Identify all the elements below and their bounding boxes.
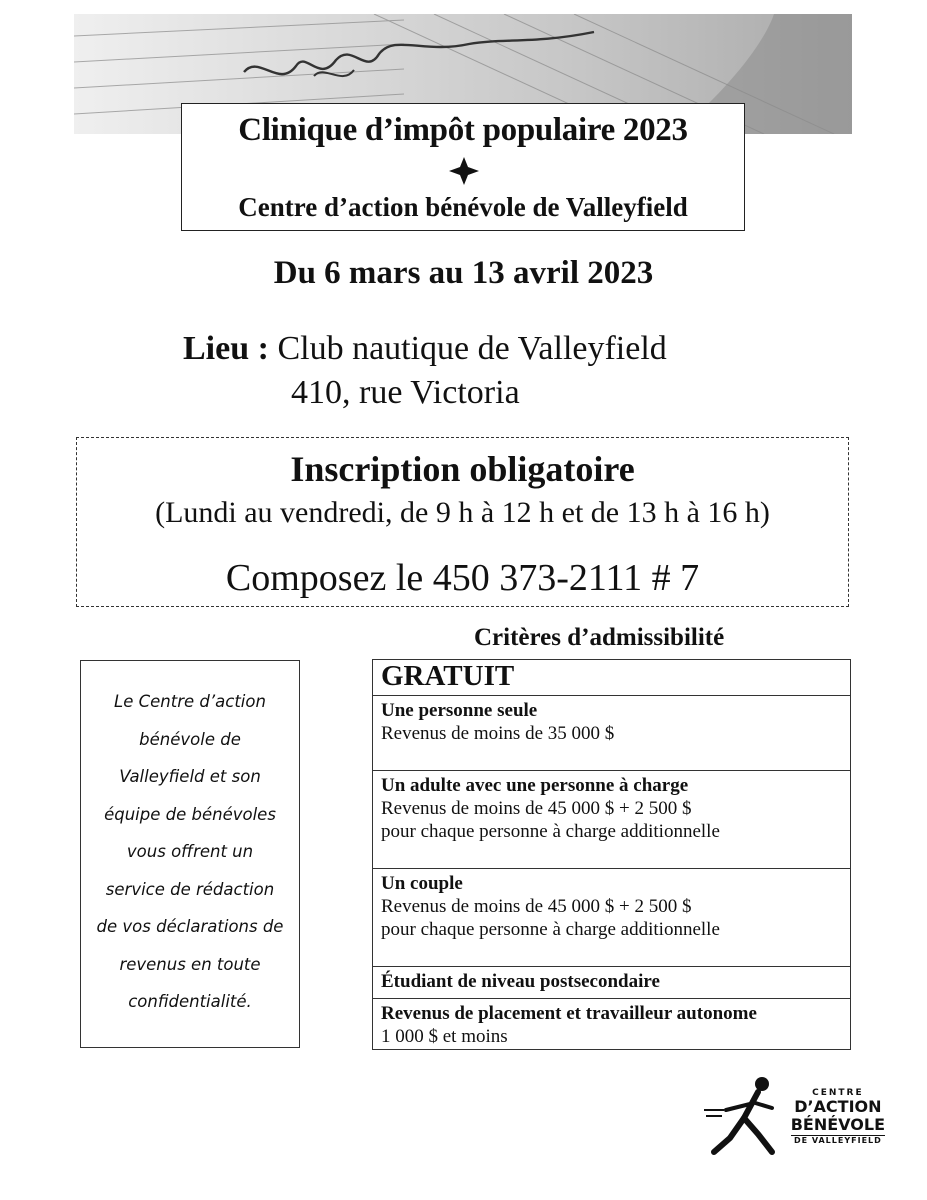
criteria-heading: Critères d’admissibilité xyxy=(474,624,725,651)
criteria-row-title: Un adulte avec une personne à charge xyxy=(381,775,689,796)
criteria-row-text: Revenus de moins de 45 000 $ + 2 500 $ xyxy=(381,896,692,917)
description-line: revenus en toute xyxy=(119,954,261,974)
criteria-table xyxy=(372,659,851,1050)
logo-centre: CENTRE xyxy=(812,1088,864,1098)
date-range: Du 6 mars au 13 avril 2023 xyxy=(273,255,654,291)
logo-daction: D’ACTION xyxy=(794,1097,882,1116)
description-line: Valleyfield et son xyxy=(119,767,261,786)
registration-box xyxy=(76,437,849,607)
description-line: service de rédaction xyxy=(105,879,275,899)
criteria-free-label-row xyxy=(373,660,850,695)
description-line: confidentialité. xyxy=(128,992,252,1011)
criteria-row-text: pour chaque personne à charge additionnelle xyxy=(381,919,720,940)
location-block xyxy=(183,327,667,415)
logo-valleyfield: DE VALLEYFIELD xyxy=(791,1135,885,1145)
organization-subtitle: Centre d’action bénévole de Valleyfield xyxy=(238,192,688,222)
title-box xyxy=(181,103,745,231)
criteria-row-text: 1 000 $ et moins xyxy=(381,1026,508,1047)
location-line2: 410, rue Victoria xyxy=(291,374,520,411)
criteria-row-title: Un couple xyxy=(381,873,463,894)
criteria-row-text: pour chaque personne à charge additionnelle xyxy=(381,821,720,842)
description-lines xyxy=(81,683,299,1021)
page-title: Clinique d’impôt populaire 2023 xyxy=(238,112,688,148)
description-line: de vos déclarations de xyxy=(96,917,284,936)
criteria-row-text: Revenus de moins de 45 000 $ + 2 500 $ xyxy=(381,798,692,819)
running-figure-icon xyxy=(700,1070,790,1160)
logo-text xyxy=(791,1070,885,1145)
criteria-row xyxy=(373,966,850,998)
description-line: bénévole de xyxy=(139,729,241,749)
criteria-row xyxy=(373,695,850,770)
criteria-row xyxy=(373,868,850,966)
registration-hours: (Lundi au vendredi, de 9 h à 12 h et de 13 h à 16 h) xyxy=(155,496,770,529)
criteria-row xyxy=(373,770,850,868)
criteria-row-title: Une personne seule xyxy=(381,700,538,721)
criteria-row-title: Étudiant de niveau postsecondaire xyxy=(381,971,660,992)
description-line: Le Centre d’action xyxy=(114,692,266,711)
free-label: GRATUIT xyxy=(381,660,515,692)
registration-title: Inscription obligatoire xyxy=(290,449,635,489)
description-box xyxy=(80,660,300,1048)
criteria-row xyxy=(373,998,850,1051)
organization-logo xyxy=(700,1070,885,1160)
star-divider-icon xyxy=(182,156,744,186)
description-line: vous offrent un xyxy=(126,842,254,861)
location-line1: Club nautique de Valleyfield xyxy=(277,330,667,367)
description-line: équipe de bénévoles xyxy=(104,804,276,824)
criteria-row-text: Revenus de moins de 35 000 $ xyxy=(381,723,615,744)
registration-phone: Composez le 450 373-2111 # 7 xyxy=(225,557,700,599)
location-label: Lieu : xyxy=(183,330,269,367)
criteria-row-title: Revenus de placement et travailleur autonome xyxy=(381,1003,757,1024)
logo-benevole: BÉNÉVOLE xyxy=(790,1115,885,1134)
